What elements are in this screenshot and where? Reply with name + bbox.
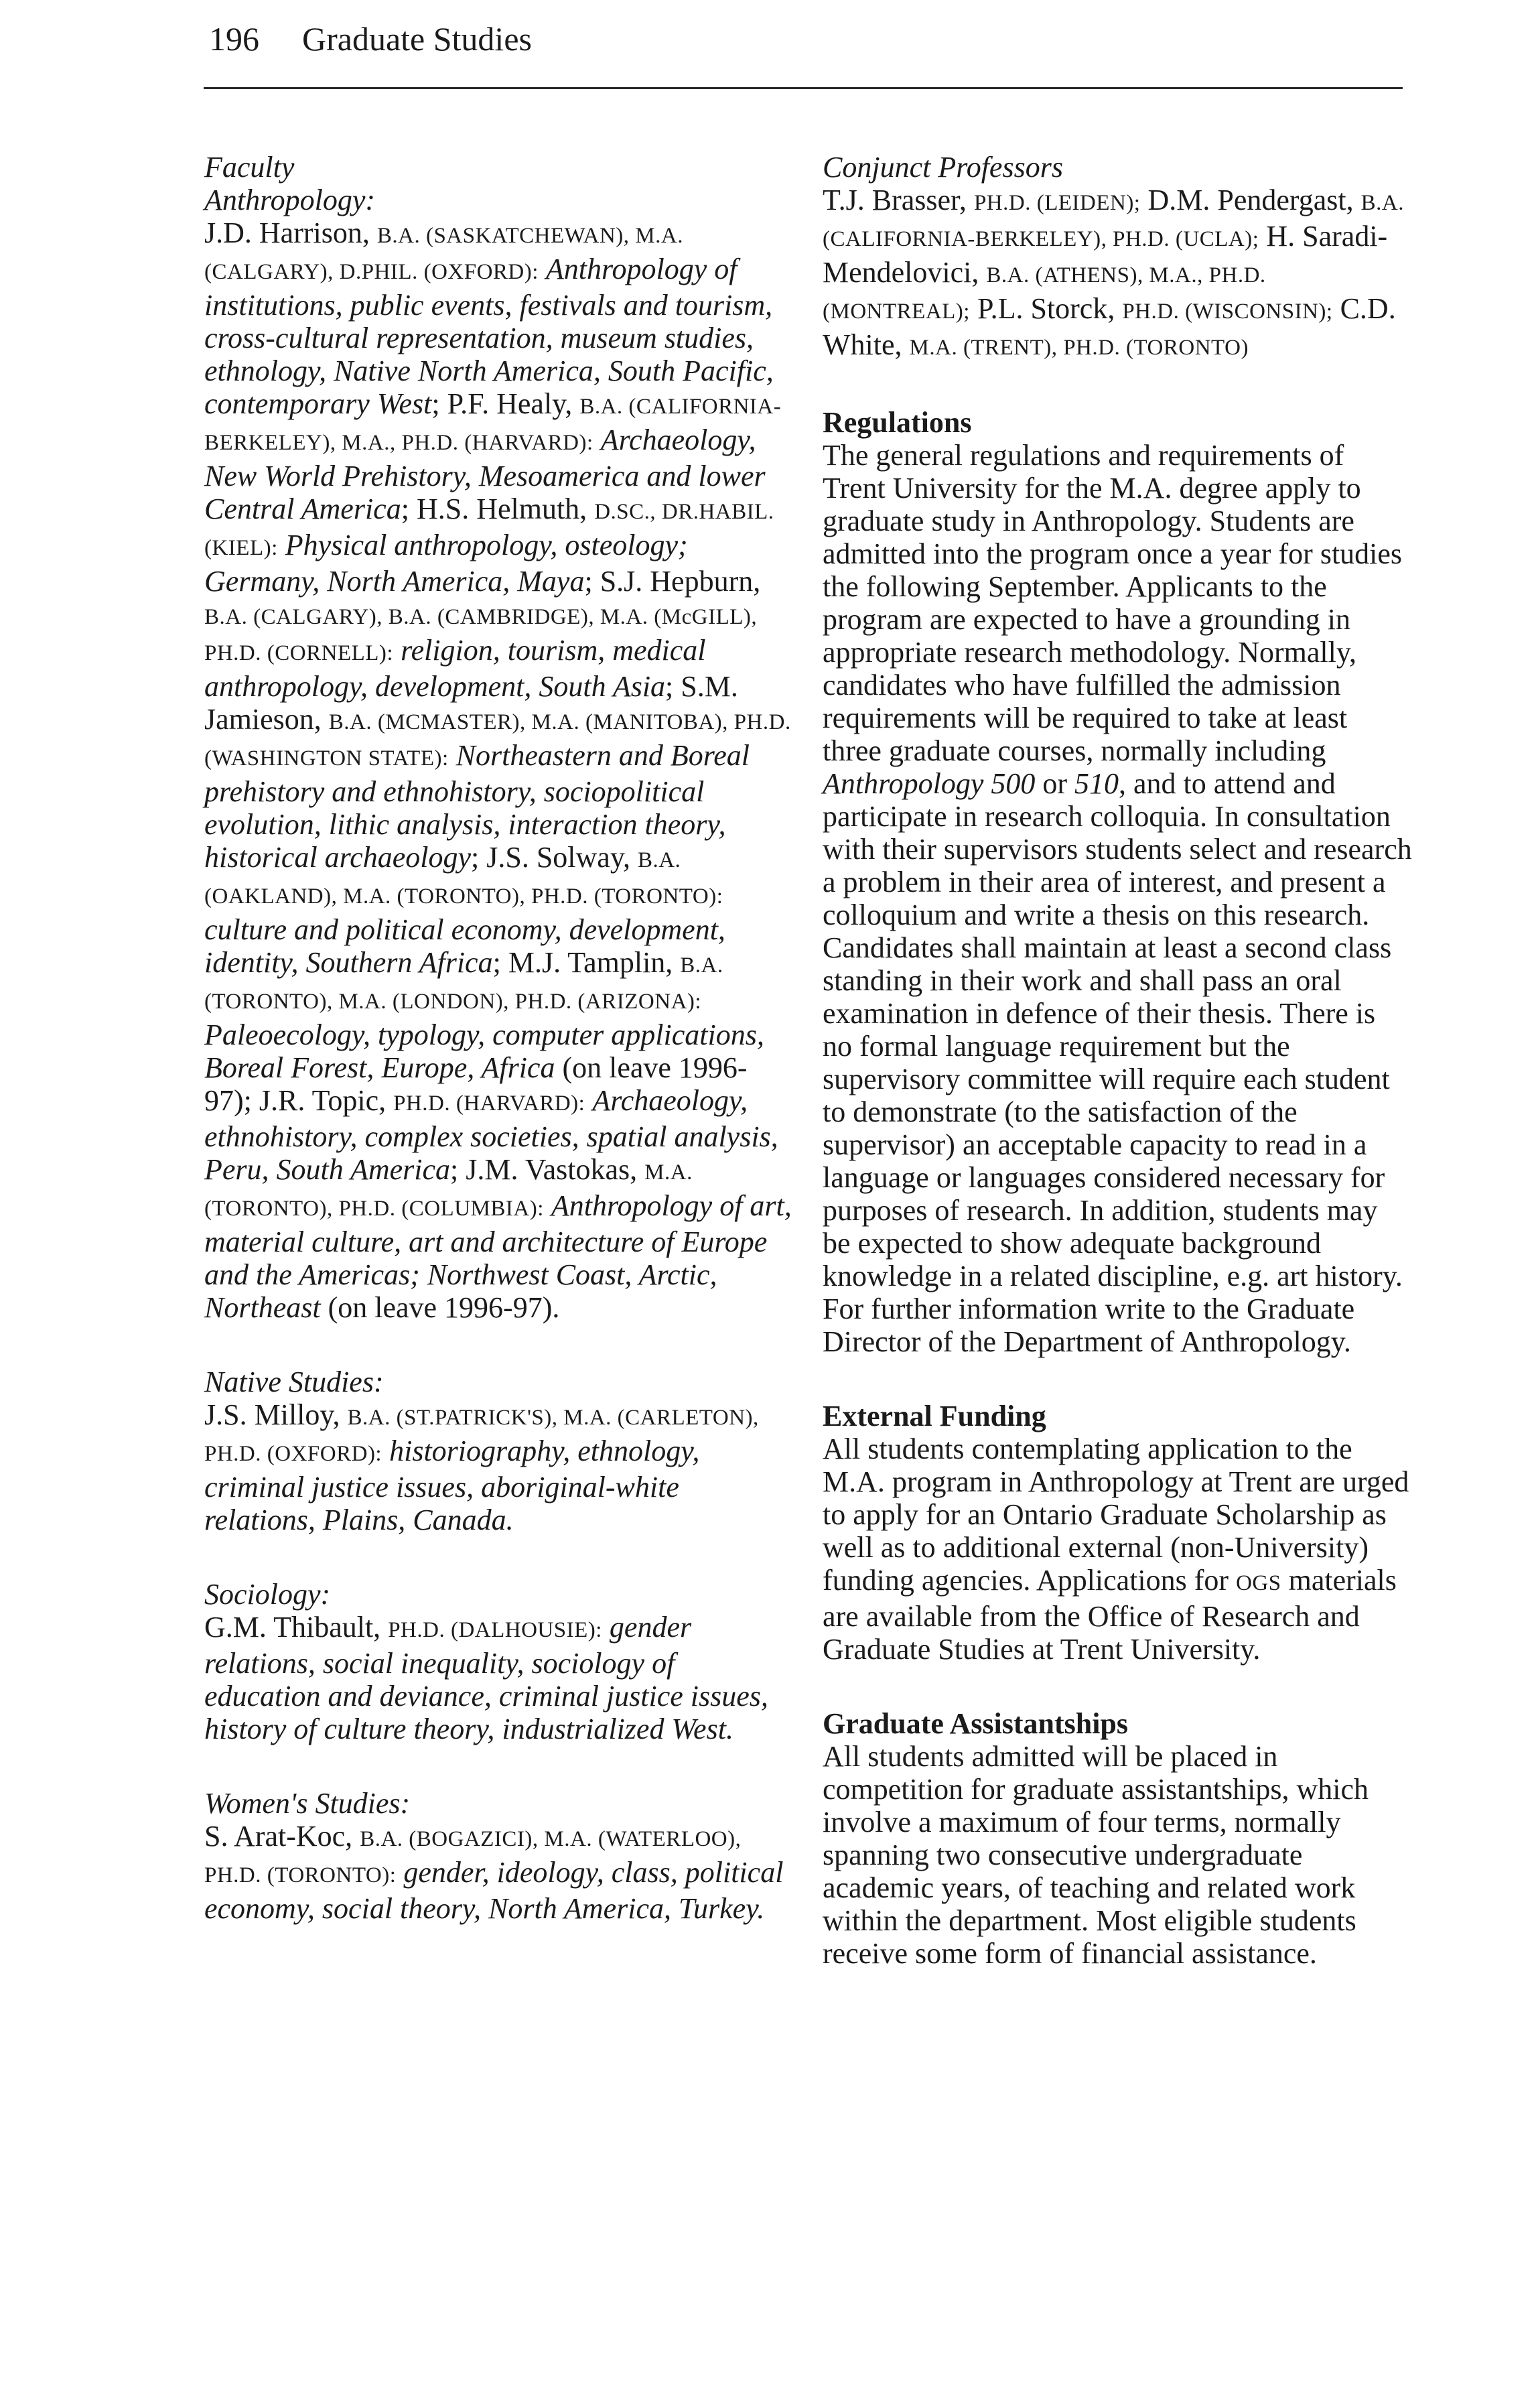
- faculty-name: S.J. Hepburn,: [600, 565, 761, 598]
- faculty-credentials: PH.D. (WISCONSIN);: [1122, 299, 1333, 324]
- regulations-text-part: The general regulations and requirements of Trent University for the M.A. degree apply to graduate study in Anthropology. Students are admitted into the program once a year for studies the following September. Applicants to the program are expected to have a grounding in appropriate research methodology. Normally, candidates who have fulfilled the admission requirements will be required to take at least three graduate courses, normally including: [823, 439, 1403, 767]
- faculty-name: D.M. Pendergast,: [1147, 184, 1354, 216]
- regulations-section: [823, 406, 1412, 1358]
- entry-separator: ;: [450, 1153, 459, 1186]
- faculty-credentials: B.A. (ATHENS), M.A., PH.D. (MONTREAL);: [823, 263, 1266, 324]
- external-funding-title: External Funding: [823, 1400, 1046, 1432]
- faculty-heading: Faculty: [204, 151, 295, 184]
- faculty-credentials: PH.D. (LEIDEN);: [973, 191, 1141, 215]
- entry-separator: ;: [243, 1084, 252, 1117]
- faculty-credentials: B.A. (SASKATCHEWAN), M.A. (CALGARY), D.PHIL. (OXFORD):: [204, 224, 683, 284]
- funding-text-part: materials are available from the Office of Research and Graduate Studies at Trent University.: [823, 1564, 1397, 1666]
- leave-note: (on leave 1996-97): [204, 1051, 748, 1117]
- faculty-fields: Physical anthropology, osteology; Germany, North America, Maya: [204, 529, 688, 598]
- faculty-name: G.M. Thibault,: [204, 1611, 381, 1644]
- faculty-fields: Paleoecology, typology, computer applications, Boreal Forest, Europe, Africa: [204, 1018, 764, 1084]
- page-number: 196: [209, 20, 259, 58]
- entry-separator: ;: [665, 670, 674, 703]
- left-column: [204, 151, 794, 1966]
- graduate-assistantships-section: [823, 1707, 1412, 1970]
- entry-separator: ;: [401, 492, 409, 525]
- anthropology-faculty: [204, 151, 794, 1324]
- faculty-credentials: B.A. (CALGARY), B.A. (CAMBRIDGE), M.A. (McGILL), PH.D. (CORNELL):: [204, 605, 758, 665]
- regulations-title: Regulations: [823, 406, 972, 439]
- running-header: [209, 19, 1401, 59]
- faculty-fields: Archaeology, ethnohistory, complex societies, spatial analysis, Peru, South America: [204, 1084, 778, 1186]
- faculty-fields: historiography, ethnology, criminal justice issues, aboriginal-white relations, Plains, Canada.: [204, 1434, 700, 1536]
- regulations-text-part: , and to attend and participate in research colloquia. In consultation with their supervisors students select and research a problem in their area of interest, and present a colloquium and write a thesis on this research. Candidates shall maintain at least a second class standing in their work and shall pass an oral examination in defence of their thesis. There is no formal language requirement but the supervisory committee will require each student to demonstrate (to the satisfaction of the supervisor) an acceptable capacity to read in a language or languages considered necessary for purposes of research. In addition, students may be expected to show adequate background knowledge in a related discipline, e.g. art history. For further information write to the Graduate Director of the Department of Anthropology.: [823, 767, 1412, 1358]
- faculty-credentials: B.A. (ST.PATRICK'S), M.A. (CARLETON), PH.D. (OXFORD):: [204, 1406, 759, 1466]
- faculty-credentials: M.A. (TORONTO), PH.D. (COLUMBIA):: [204, 1160, 693, 1221]
- external-funding-section: [823, 1400, 1412, 1666]
- womens-studies-faculty: [204, 1787, 794, 1925]
- faculty-fields: gender, ideology, class, political economy, social theory, North America, Turkey.: [204, 1856, 784, 1925]
- faculty-fields: Northeastern and Boreal prehistory and ethnohistory, sociopolitical evolution, lithic analysis, interaction theory, historical archaeology: [204, 739, 750, 874]
- faculty-name: M.J. Tamplin,: [508, 946, 673, 979]
- faculty-credentials: B.A. (BOGAZICI), M.A. (WATERLOO), PH.D. (TORONTO):: [204, 1827, 742, 1887]
- anthropology-entries: [204, 216, 794, 1324]
- faculty-credentials: M.A. (TRENT), PH.D. (TORONTO): [909, 336, 1249, 360]
- regulations-text: [823, 439, 1412, 1358]
- native-studies-faculty: [204, 1365, 794, 1536]
- faculty-name: J.R. Topic,: [259, 1084, 387, 1117]
- faculty-name: T.J. Brasser,: [823, 184, 967, 216]
- faculty-name: J.M. Vastokas,: [466, 1153, 638, 1186]
- course-510: 510: [1074, 767, 1119, 800]
- faculty-fields: Anthropology of art, material culture, art and architecture of Europe and the Americas; Northwest Coast, Arctic, Northeast: [204, 1189, 792, 1324]
- faculty-name: P.F. Healy,: [447, 387, 573, 420]
- ogs-abbreviation: OGS: [1236, 1571, 1281, 1595]
- womens-studies-entry: [204, 1820, 794, 1925]
- faculty-fields: Archaeology, New World Prehistory, Mesoamerica and lower Central America: [204, 423, 766, 525]
- faculty-name: C.D. White,: [823, 292, 1396, 361]
- faculty-fields: gender relations, social inequality, sociology of education and deviance, criminal justice issues, history of culture theory, industrialized West.: [204, 1611, 768, 1745]
- funding-text-part: All students contemplating application to the M.A. program in Anthropology at Trent are urged to apply for an Ontario Graduate Scholarship as well as to additional external (non-University) funding agencies. Applications for: [823, 1432, 1409, 1597]
- graduate-assistantships-title: Graduate Assistantships: [823, 1707, 1129, 1740]
- faculty-fields: culture and political economy, development, identity, Southern Africa: [204, 913, 725, 979]
- entry-separator: ;: [470, 841, 480, 874]
- faculty-name: H.S. Helmuth,: [416, 492, 587, 525]
- course-anthropology-500: Anthropology 500: [823, 767, 1036, 800]
- faculty-name: P.L. Storck,: [977, 292, 1115, 325]
- entry-separator: .: [552, 1291, 560, 1324]
- external-funding-text: [823, 1432, 1412, 1666]
- sociology-heading: Sociology:: [204, 1578, 331, 1611]
- faculty-name: S. Arat-Koc,: [204, 1820, 353, 1853]
- faculty-name: J.D. Harrison,: [204, 216, 370, 249]
- entry-separator: ;: [584, 565, 593, 598]
- faculty-credentials: B.A. (OAKLAND), M.A. (TORONTO), PH.D. (TORONTO):: [204, 848, 723, 909]
- entry-separator: ;: [492, 946, 501, 979]
- regulations-text-part: or: [1035, 767, 1075, 800]
- sociology-faculty: [204, 1578, 794, 1745]
- graduate-assistantships-text: All students admitted will be placed in competition for graduate assistantships, which involve a maximum of four terms, normally spanning two consecutive undergraduate academic years, of teaching and related work within the department. Most eligible students receive some form of financial assistance.: [823, 1740, 1369, 1970]
- header-rule: [204, 87, 1403, 89]
- faculty-credentials: B.A. (TORONTO), M.A. (LONDON), PH.D. (ARIZONA):: [204, 953, 723, 1014]
- faculty-credentials: PH.D. (DALHOUSIE):: [388, 1618, 602, 1642]
- faculty-name: S.M. Jamieson,: [204, 670, 738, 736]
- faculty-credentials: B.A. (MCMASTER), M.A. (MANITOBA), PH.D. (WASHINGTON STATE):: [204, 710, 791, 771]
- right-column: [823, 151, 1412, 2011]
- native-studies-entry: [204, 1398, 794, 1536]
- faculty-credentials: B.A. (CALIFORNIA-BERKELEY), M.A., PH.D. (HARVARD):: [204, 395, 782, 455]
- faculty-name: H. Saradi-Mendelovici,: [823, 220, 1388, 289]
- faculty-credentials: D.SC., DR.HABIL. (KIEL):: [204, 500, 774, 560]
- faculty-name: J.S. Milloy,: [204, 1398, 340, 1431]
- womens-studies-heading: Women's Studies:: [204, 1787, 411, 1820]
- faculty-credentials: PH.D. (HARVARD):: [393, 1091, 585, 1116]
- running-title: Graduate Studies: [302, 20, 532, 58]
- faculty-fields: Anthropology of institutions, public events, festivals and tourism, cross-cultural representation, museum studies, ethnology, Native North America, South Pacific, contemporary West: [204, 253, 774, 420]
- conjunct-professors: [823, 151, 1412, 364]
- faculty-fields: religion, tourism, medical anthropology, development, South Asia: [204, 634, 706, 703]
- sociology-entry: [204, 1611, 794, 1745]
- anthropology-heading: Anthropology:: [204, 184, 375, 216]
- faculty-name: J.S. Solway,: [486, 841, 630, 874]
- leave-note: (on leave 1996-97): [320, 1291, 553, 1324]
- conjunct-heading: Conjunct Professors: [823, 151, 1063, 184]
- conjunct-entries: [823, 184, 1412, 364]
- faculty-credentials: B.A. (CALIFORNIA-BERKELEY), PH.D. (UCLA);: [823, 191, 1404, 251]
- entry-separator: ;: [431, 387, 440, 420]
- native-studies-heading: Native Studies:: [204, 1365, 384, 1398]
